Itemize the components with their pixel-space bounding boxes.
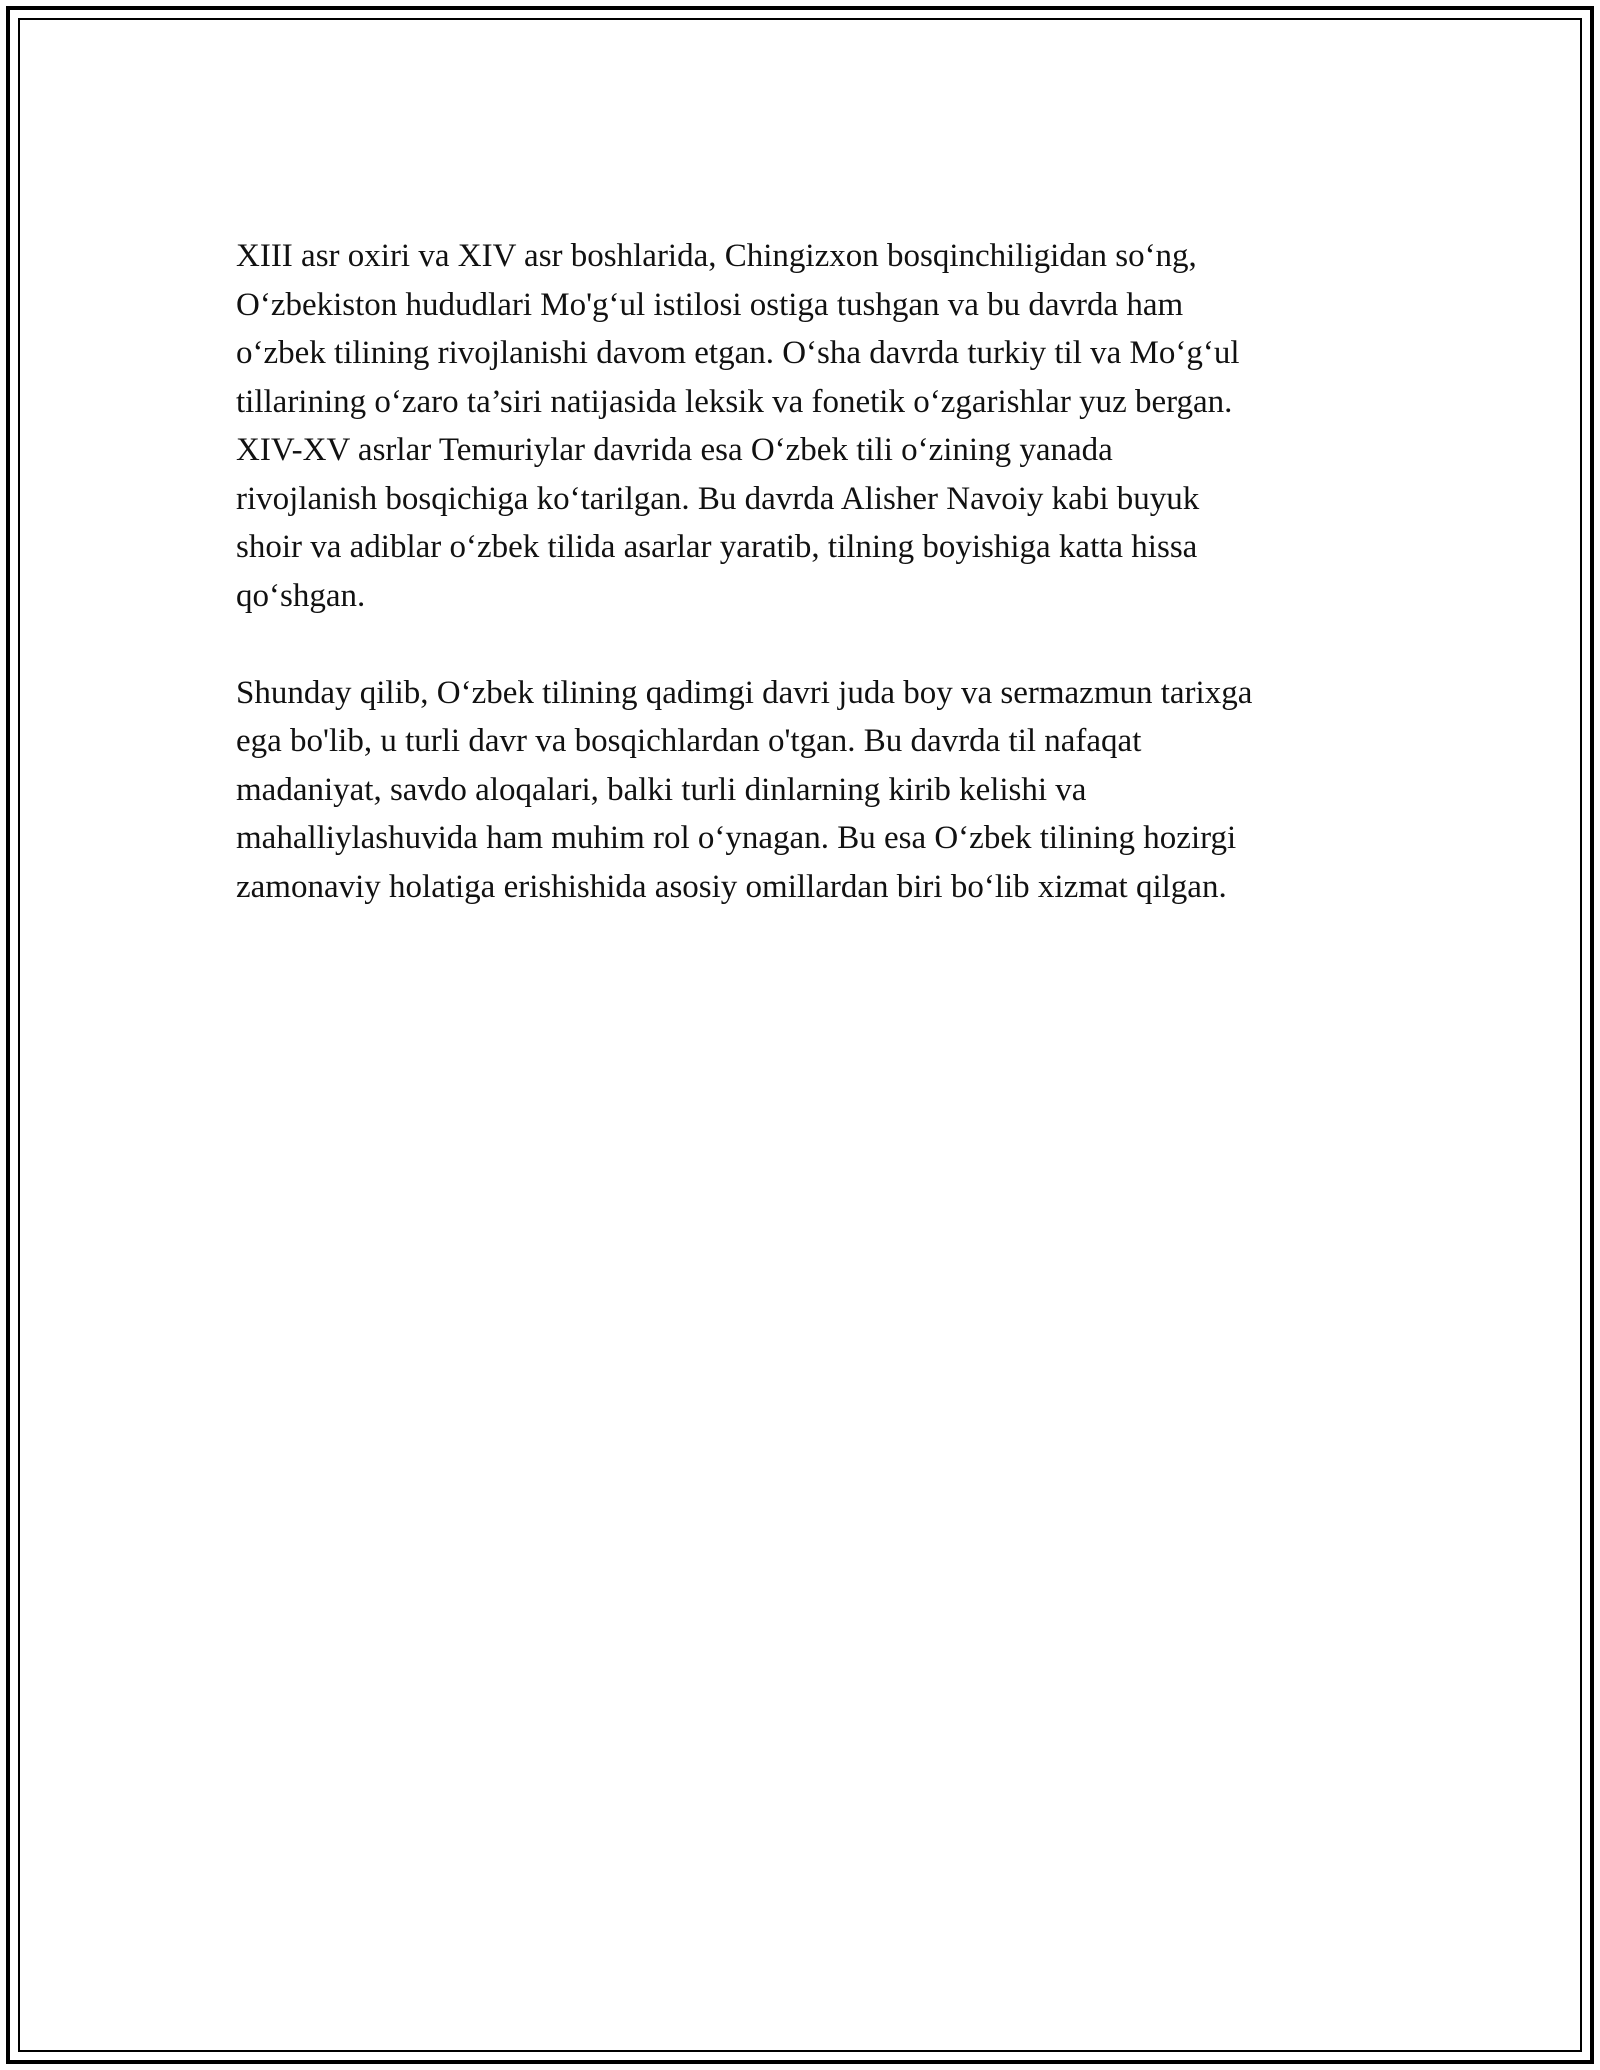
text-line: XIII asr oxiri va XIV asr boshlarida, Chingizxon bosqinchiligidan so‘ng,	[236, 238, 1197, 274]
document-body	[236, 232, 1386, 911]
text-line: Shunday qilib, O‘zbek tilining qadimgi davri juda boy va sermazmun tarixga	[236, 674, 1253, 711]
text-line: qo‘shgan.	[236, 577, 366, 614]
text-line: shoir va adiblar o‘zbek tilida asarlar yaratib, tilning boyishiga katta hissa	[236, 529, 1198, 565]
text-line: tillarining o‘zaro ta’siri natijasida leksik va fonetik o‘zgarishlar yuz bergan.	[236, 383, 1233, 420]
text-line: mahalliylashuvida ham muhim rol o‘ynagan. Bu esa O‘zbek tilining hozirgi	[236, 820, 1237, 856]
paragraph-2	[236, 669, 1386, 912]
paragraph-1	[236, 232, 1386, 620]
text-line: XIV-XV asrlar Temuriylar davrida esa O‘zbek tili o‘zining yanada	[236, 432, 1113, 468]
text-line: ega bo'lib, u turli davr va bosqichlardan o'tgan. Bu davrda til nafaqat	[236, 723, 1142, 759]
text-line: o‘zbek tilining rivojlanishi davom etgan. O‘sha davrda turkiy til va Mo‘g‘ul	[236, 335, 1240, 371]
text-line: madaniyat, savdo aloqalari, balki turli dinlarning kirib kelishi va	[236, 771, 1087, 808]
text-line: rivojlanish bosqichiga ko‘tarilgan. Bu davrda Alisher Navoiy kabi buyuk	[236, 480, 1200, 517]
text-line: zamonaviy holatiga erishishida asosiy omillardan biri bo‘lib xizmat qilgan.	[236, 868, 1227, 905]
text-line: O‘zbekiston hududlari Mo'g‘ul istilosi ostiga tushgan va bu davrda ham	[236, 286, 1184, 323]
